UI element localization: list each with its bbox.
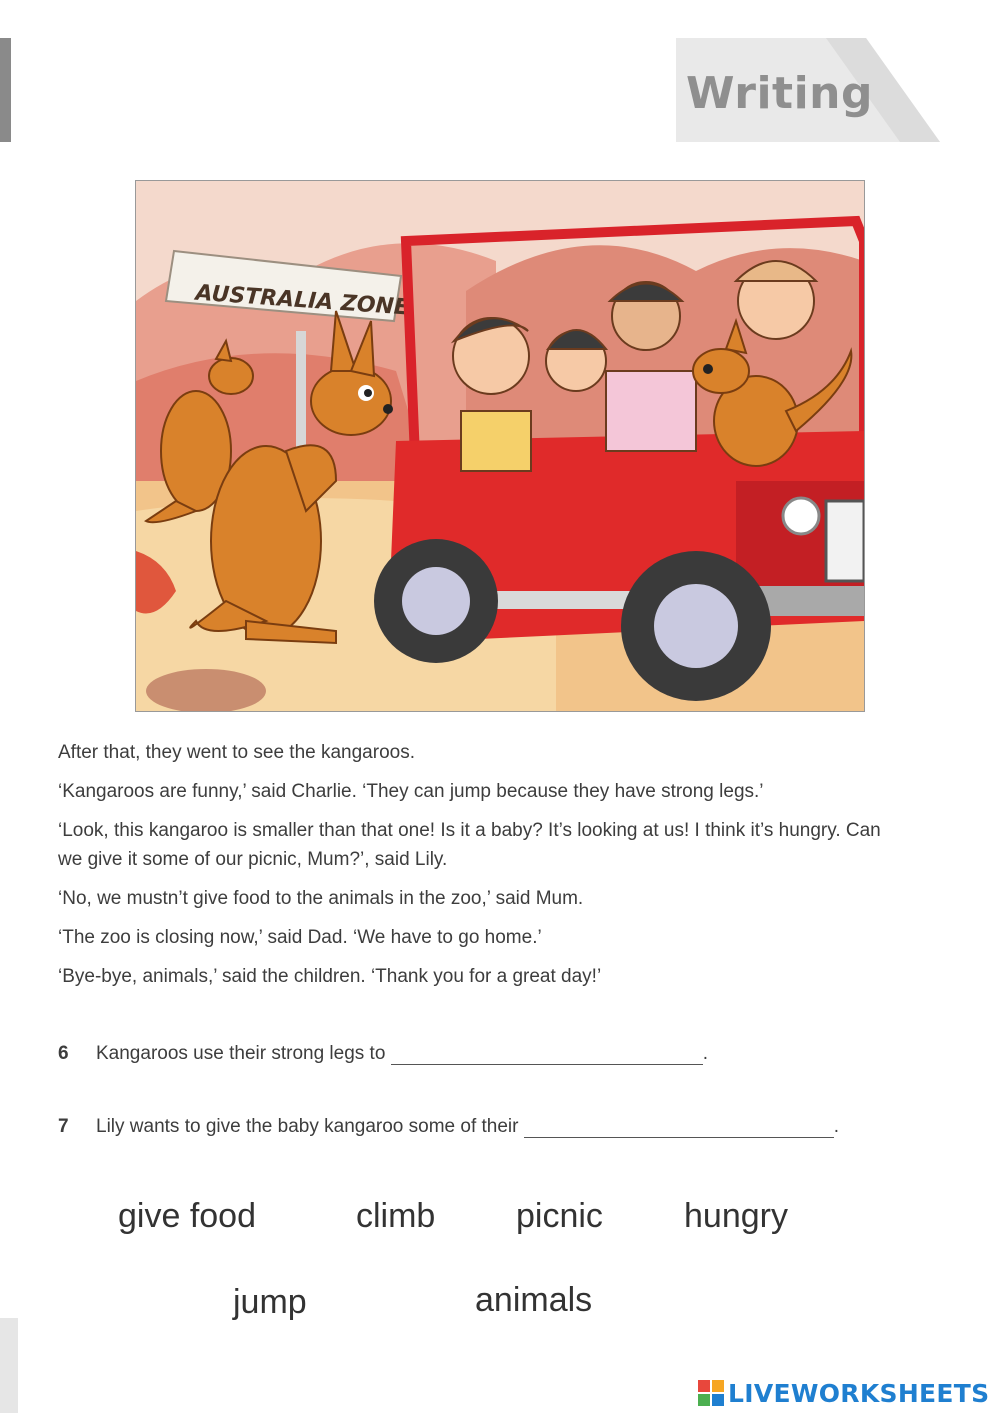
answer-blank-7[interactable] xyxy=(524,1119,834,1138)
section-title: Writing xyxy=(686,68,873,119)
question-end: . xyxy=(702,1043,708,1064)
page-corner-decoration xyxy=(0,1318,18,1413)
story-paragraph: ‘Look, this kangaroo is smaller than that one! Is it a baby? It’s looking at us! I think it’s hungry. Can we give it some of our picnic, Mum?’, said Lily. xyxy=(58,820,881,870)
word-bank-item[interactable]: give food xyxy=(118,1197,256,1235)
section-tab xyxy=(676,38,940,142)
liveworksheets-logo xyxy=(698,1376,989,1410)
question-text: Lily wants to give the baby kangaroo some of their xyxy=(96,1116,519,1137)
story-text xyxy=(58,738,888,1001)
story-paragraph: ‘Bye-bye, animals,’ said the children. ‘Thank you for a great day!’ xyxy=(58,966,602,987)
sign-label: AUSTRALIA ZONE xyxy=(194,280,410,321)
logo-icon xyxy=(698,1380,724,1406)
logo-text: LIVEWORKSHEETS xyxy=(728,1378,990,1408)
story-paragraph: After that, they went to see the kangaroos. xyxy=(58,742,415,763)
question-number: 7 xyxy=(58,1116,69,1137)
question-end: . xyxy=(833,1116,840,1137)
question-text: Kangaroos use their strong legs to xyxy=(96,1043,386,1064)
word-bank-item[interactable]: picnic xyxy=(516,1197,603,1235)
word-bank-item[interactable]: animals xyxy=(475,1281,593,1319)
story-paragraph: ‘Kangaroos are funny,’ said Charlie. ‘They can jump because they have strong legs.’ xyxy=(58,781,764,802)
answer-blank-6[interactable] xyxy=(391,1046,703,1065)
word-bank-item[interactable]: jump xyxy=(233,1283,307,1321)
story-paragraph: ‘No, we mustn’t give food to the animals in the zoo,’ said Mum. xyxy=(58,888,584,909)
word-bank-item[interactable]: hungry xyxy=(684,1197,788,1235)
page-edge-bar xyxy=(0,38,11,142)
word-bank-item[interactable]: climb xyxy=(356,1197,436,1235)
kangaroo-jeep-illustration xyxy=(135,180,865,712)
story-paragraph: ‘The zoo is closing now,’ said Dad. ‘We have to go home.’ xyxy=(58,927,542,948)
question-number: 6 xyxy=(58,1043,69,1064)
